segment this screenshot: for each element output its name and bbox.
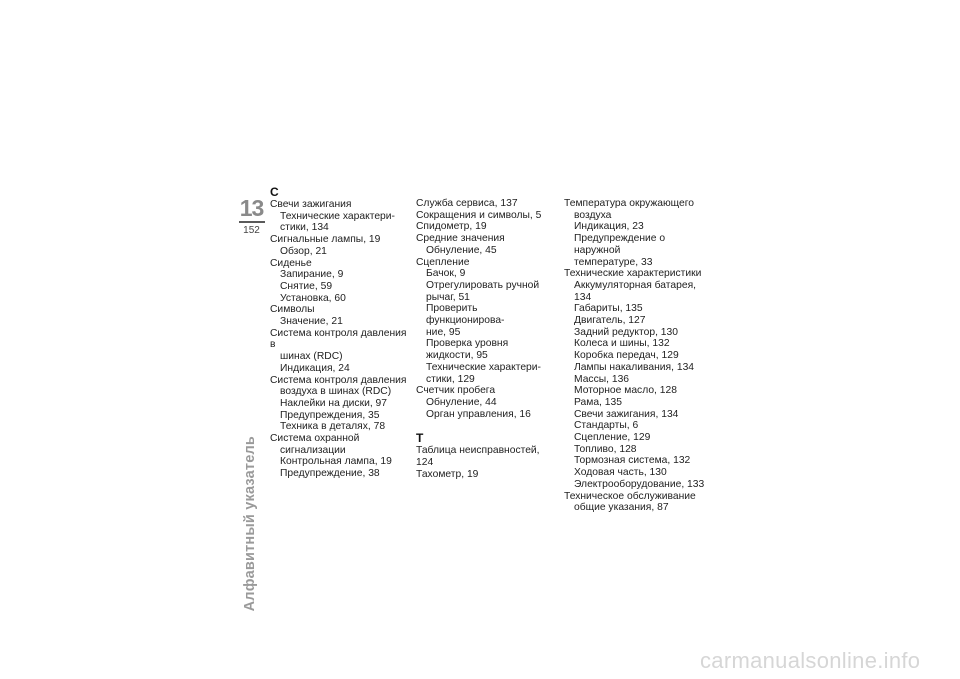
- index-subentry: стики, 129: [426, 373, 475, 385]
- index-subentry: рычаг, 51: [426, 291, 470, 303]
- index-subentry: Наклейки на диски, 97: [280, 397, 388, 409]
- index-subentry: температуре, 33: [574, 256, 653, 268]
- index-subentry: воздуха: [574, 209, 612, 221]
- index-subentry: Стандарты, 6: [574, 420, 639, 432]
- index-entry: Сокращения и символы, 5: [416, 209, 542, 221]
- index-subentry: Контрольная лампа, 19: [280, 456, 392, 468]
- index-subentry: шинах (RDC): [280, 351, 343, 363]
- index-subentry: Коробка передач, 129: [574, 350, 679, 362]
- index-subentry: Моторное масло, 128: [574, 385, 677, 397]
- index-column-3: [564, 198, 714, 514]
- index-entry: Служба сервиса, 137: [416, 198, 518, 209]
- index-entry: Спидометр, 19: [416, 221, 487, 233]
- index-subentry: Запирание, 9: [280, 269, 344, 281]
- index-entry-group: [416, 445, 556, 480]
- index-subentry: Предупреждение, 38: [280, 468, 380, 480]
- index-subentry: Ходовая часть, 130: [574, 467, 667, 479]
- watermark: carmanualsonline.info: [700, 648, 921, 673]
- index-entry: Сигнальные лампы, 19: [270, 234, 381, 246]
- index-letter-heading: С: [270, 185, 279, 199]
- index-subentry: Обнуление, 45: [426, 244, 497, 256]
- chapter-tab: [238, 196, 265, 237]
- page-number: 152: [243, 225, 260, 236]
- index-entry: Символы: [270, 304, 315, 316]
- index-subentry: Предупреждения, 35: [280, 409, 380, 421]
- index-subentry: общие указания, 87: [574, 502, 669, 514]
- index-subentry: Отрегулировать ручной: [426, 279, 540, 291]
- index-entry-group: [416, 198, 556, 420]
- index-subentry: Технические характери-: [426, 361, 541, 373]
- index-entry: Система контроля давления в: [270, 327, 407, 351]
- index-entry-group: [564, 198, 714, 514]
- index-subentry: Бачок, 9: [426, 268, 466, 280]
- index-subentry: Техника в деталях, 78: [280, 421, 386, 433]
- index-entry: Система охранной: [270, 433, 360, 445]
- index-subentry: Двигатель, 127: [574, 315, 646, 327]
- index-subentry: воздуха в шинах (RDC): [280, 386, 392, 398]
- index-subentry: Проверить функционирова-: [426, 303, 505, 327]
- index-entry: Таблица неисправностей, 124: [416, 445, 540, 469]
- index-subentry: Технические характери-: [280, 210, 395, 222]
- index-entry: Техническое обслуживание: [564, 490, 696, 502]
- index-subentry: Орган управления, 16: [426, 408, 531, 420]
- index-entry: Тахометр, 19: [416, 468, 479, 480]
- index-subentry: Колеса и шины, 132: [574, 338, 670, 350]
- index-entry: Сцепление: [416, 256, 470, 268]
- index-entry: Сиденье: [270, 257, 312, 269]
- index-subentry: Значение, 21: [280, 316, 343, 328]
- index-entry: Система контроля давления: [270, 374, 407, 386]
- side-section-title-wrap: [240, 436, 264, 636]
- index-gap: [416, 420, 556, 432]
- index-subentry: Сцепление, 129: [574, 432, 651, 444]
- index-entry: Технические характеристики: [564, 268, 702, 280]
- side-section-title: Алфавитный указатель: [242, 436, 258, 612]
- index-subentry: стики, 134: [280, 222, 329, 234]
- index-subentry: Аккумуляторная батарея, 134: [574, 279, 697, 303]
- index-entry: Счетчик пробега: [416, 385, 496, 397]
- index-subentry: Обнуление, 44: [426, 396, 497, 408]
- index-column-2: [416, 198, 556, 480]
- index-letter-heading: Т: [416, 431, 424, 446]
- index-subentry: Топливо, 128: [574, 443, 637, 455]
- index-subentry: Проверка уровня: [426, 338, 509, 350]
- index-subentry: сигнализации: [280, 444, 346, 456]
- index-subentry: Индикация, 23: [574, 221, 644, 233]
- index-subentry: Снятие, 59: [280, 280, 333, 292]
- index-entry: Средние значения: [416, 233, 505, 245]
- index-subentry: жидкости, 95: [426, 350, 488, 362]
- index-subentry: Рама, 135: [574, 396, 622, 408]
- index-entry: Температура окружающего: [564, 198, 695, 209]
- chapter-number: 13: [239, 195, 264, 221]
- index-subentry: Тормозная система, 132: [574, 455, 691, 467]
- index-subentry: Задний редуктор, 130: [574, 326, 678, 338]
- index-subentry: Массы, 136: [574, 373, 630, 385]
- index-subentry: Лампы накаливания, 134: [574, 361, 695, 373]
- index-column-1: [270, 186, 410, 480]
- index-subentry: Установка, 60: [280, 292, 346, 304]
- index-subentry: Свечи зажигания, 134: [574, 408, 679, 420]
- index-subentry: Габариты, 135: [574, 303, 643, 315]
- index-entry-group: [270, 199, 410, 480]
- index-subentry: ние, 95: [426, 326, 461, 338]
- index-entry: Свечи зажигания: [270, 199, 352, 210]
- index-subentry: Предупреждение о наружной: [574, 233, 666, 256]
- index-subentry: Индикация, 24: [280, 362, 350, 374]
- index-subentry: Электрооборудование, 133: [574, 478, 705, 490]
- chapter-divider: [239, 221, 265, 223]
- index-subentry: Обзор, 21: [280, 245, 327, 257]
